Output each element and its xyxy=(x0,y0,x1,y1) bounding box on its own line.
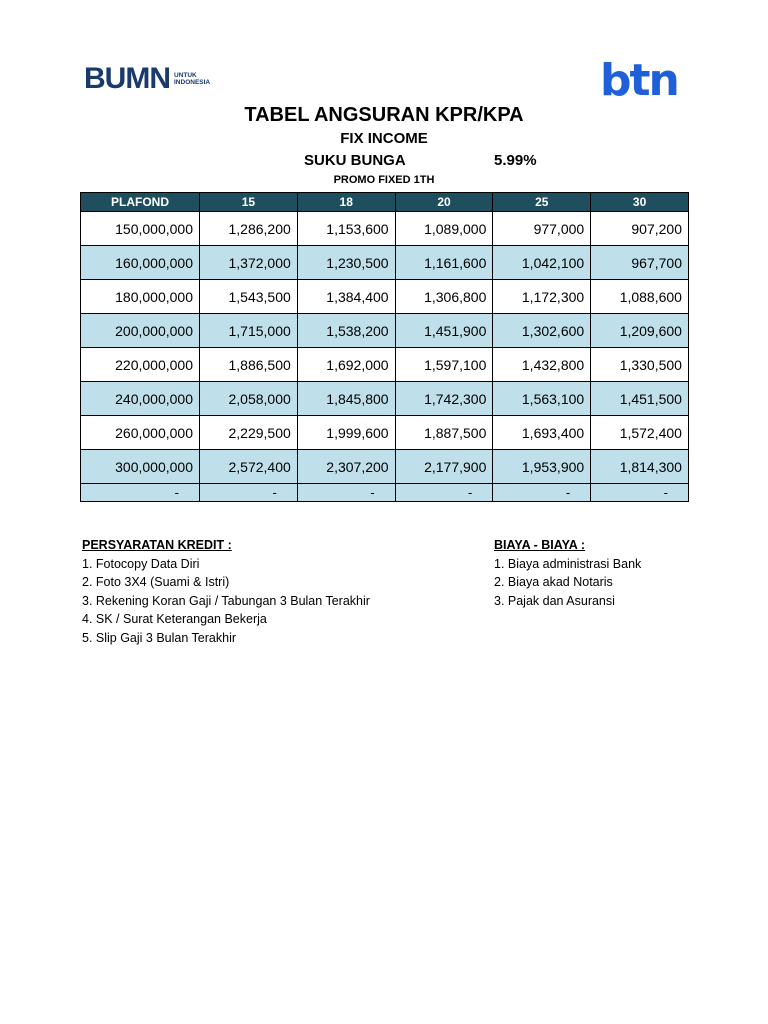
installment-cell: - xyxy=(395,484,493,502)
installment-cell: - xyxy=(493,484,591,502)
installment-cell: 2,229,500 xyxy=(200,416,298,450)
installment-cell: 1,432,800 xyxy=(493,348,591,382)
table-row xyxy=(81,280,689,314)
requirement-item: 4. SK / Surat Keterangan Bekerja xyxy=(82,612,267,626)
requirement-item: 3. Rekening Koran Gaji / Tabungan 3 Bulan Terakhir xyxy=(82,593,370,608)
installment-cell: 1,088,600 xyxy=(591,280,689,314)
installment-cell: 1,538,200 xyxy=(297,314,395,348)
requirements-heading: PERSYARATAN KREDIT : xyxy=(82,538,232,552)
installment-cell: 907,200 xyxy=(591,212,689,246)
plafond-cell: 160,000,000 xyxy=(81,246,200,280)
table-row xyxy=(81,382,689,416)
installment-cell: 1,597,100 xyxy=(395,348,493,382)
cost-item: 2. Biaya akad Notaris xyxy=(494,575,613,589)
plafond-cell: 260,000,000 xyxy=(81,416,200,450)
installment-cell: 1,172,300 xyxy=(493,280,591,314)
installment-cell: 1,886,500 xyxy=(200,348,298,382)
requirement-item: 2. Foto 3X4 (Suami & Istri) xyxy=(82,575,230,589)
installment-cell: 1,715,000 xyxy=(200,314,298,348)
installment-cell: 1,286,200 xyxy=(200,212,298,246)
table-row xyxy=(81,450,689,484)
column-header-tenor: 15 xyxy=(200,193,298,212)
interest-rate-value: 5.99% xyxy=(494,152,537,169)
bumn-logo-tagline xyxy=(174,72,210,86)
column-header-tenor: 20 xyxy=(395,193,493,212)
bumn-tagline-line-2: INDONESIA xyxy=(174,79,211,86)
btn-logo: btn xyxy=(600,55,678,106)
table-row xyxy=(81,416,689,450)
bumn-logo xyxy=(84,64,210,94)
installment-cell: 977,000 xyxy=(493,212,591,246)
installment-cell: 1,742,300 xyxy=(395,382,493,416)
column-header-tenor: 25 xyxy=(493,193,591,212)
table-row xyxy=(81,212,689,246)
plafond-cell: 300,000,000 xyxy=(81,450,200,484)
table-row xyxy=(81,246,689,280)
page-title: TABEL ANGSURAN KPR/KPA xyxy=(244,104,524,126)
requirement-item: 5. Slip Gaji 3 Bulan Terakhir xyxy=(82,630,237,645)
installment-cell: 2,177,900 xyxy=(395,450,493,484)
installment-cell: 1,384,400 xyxy=(297,280,395,314)
promo-label: PROMO FIXED 1TH xyxy=(333,174,435,186)
installment-cell: 1,543,500 xyxy=(200,280,298,314)
installment-cell: 1,230,500 xyxy=(297,246,395,280)
plafond-cell: 150,000,000 xyxy=(81,212,200,246)
installment-cell: 1,209,600 xyxy=(591,314,689,348)
installment-table xyxy=(80,192,689,502)
installment-cell: 1,999,600 xyxy=(297,416,395,450)
column-header-tenor: 18 xyxy=(297,193,395,212)
plafond-cell: 200,000,000 xyxy=(81,314,200,348)
installment-cell: - xyxy=(200,484,298,502)
installment-cell: 1,330,500 xyxy=(591,348,689,382)
table-row xyxy=(81,348,689,382)
bumn-tagline-line-1: UNTUK xyxy=(174,72,197,79)
installment-cell: 1,089,000 xyxy=(395,212,493,246)
installment-cell: 1,302,600 xyxy=(493,314,591,348)
plafond-cell: 240,000,000 xyxy=(81,382,200,416)
requirements-section xyxy=(82,536,370,647)
plafond-cell: 220,000,000 xyxy=(81,348,200,382)
cost-item: 1. Biaya administrasi Bank xyxy=(494,556,642,571)
installment-cell: 1,161,600 xyxy=(395,246,493,280)
bumn-logo-mark: BUMN xyxy=(84,62,170,95)
installment-cell: 1,692,000 xyxy=(297,348,395,382)
installment-cell: 1,814,300 xyxy=(591,450,689,484)
installment-cell: 2,572,400 xyxy=(200,450,298,484)
installment-cell: 1,693,400 xyxy=(493,416,591,450)
table-row xyxy=(81,484,689,502)
table-header-row xyxy=(81,193,689,212)
installment-cell: 1,563,100 xyxy=(493,382,591,416)
installment-cell: - xyxy=(591,484,689,502)
installment-cell: 2,307,200 xyxy=(297,450,395,484)
installment-cell: 1,887,500 xyxy=(395,416,493,450)
installment-cell: 1,845,800 xyxy=(297,382,395,416)
page-subtitle: FIX INCOME xyxy=(340,130,428,147)
installment-cell: 2,058,000 xyxy=(200,382,298,416)
installment-cell: 1,153,600 xyxy=(297,212,395,246)
plafond-cell: - xyxy=(81,484,200,502)
installment-cell: 1,451,900 xyxy=(395,314,493,348)
installment-cell: 1,372,000 xyxy=(200,246,298,280)
installment-cell: - xyxy=(297,484,395,502)
costs-section xyxy=(494,536,641,610)
installment-cell: 1,306,800 xyxy=(395,280,493,314)
installment-cell: 1,451,500 xyxy=(591,382,689,416)
column-header-tenor: 30 xyxy=(591,193,689,212)
costs-heading: BIAYA - BIAYA : xyxy=(494,538,586,552)
installment-cell: 1,953,900 xyxy=(493,450,591,484)
installment-cell: 1,042,100 xyxy=(493,246,591,280)
interest-rate-row xyxy=(304,152,537,169)
installment-cell: 1,572,400 xyxy=(591,416,689,450)
cost-item: 3. Pajak dan Asuransi xyxy=(494,593,615,608)
table-row xyxy=(81,314,689,348)
interest-rate-label: SUKU BUNGA xyxy=(304,152,406,169)
requirement-item: 1. Fotocopy Data Diri xyxy=(82,556,200,571)
installment-cell: 967,700 xyxy=(591,246,689,280)
column-header-plafond: PLAFOND xyxy=(81,193,200,212)
plafond-cell: 180,000,000 xyxy=(81,280,200,314)
